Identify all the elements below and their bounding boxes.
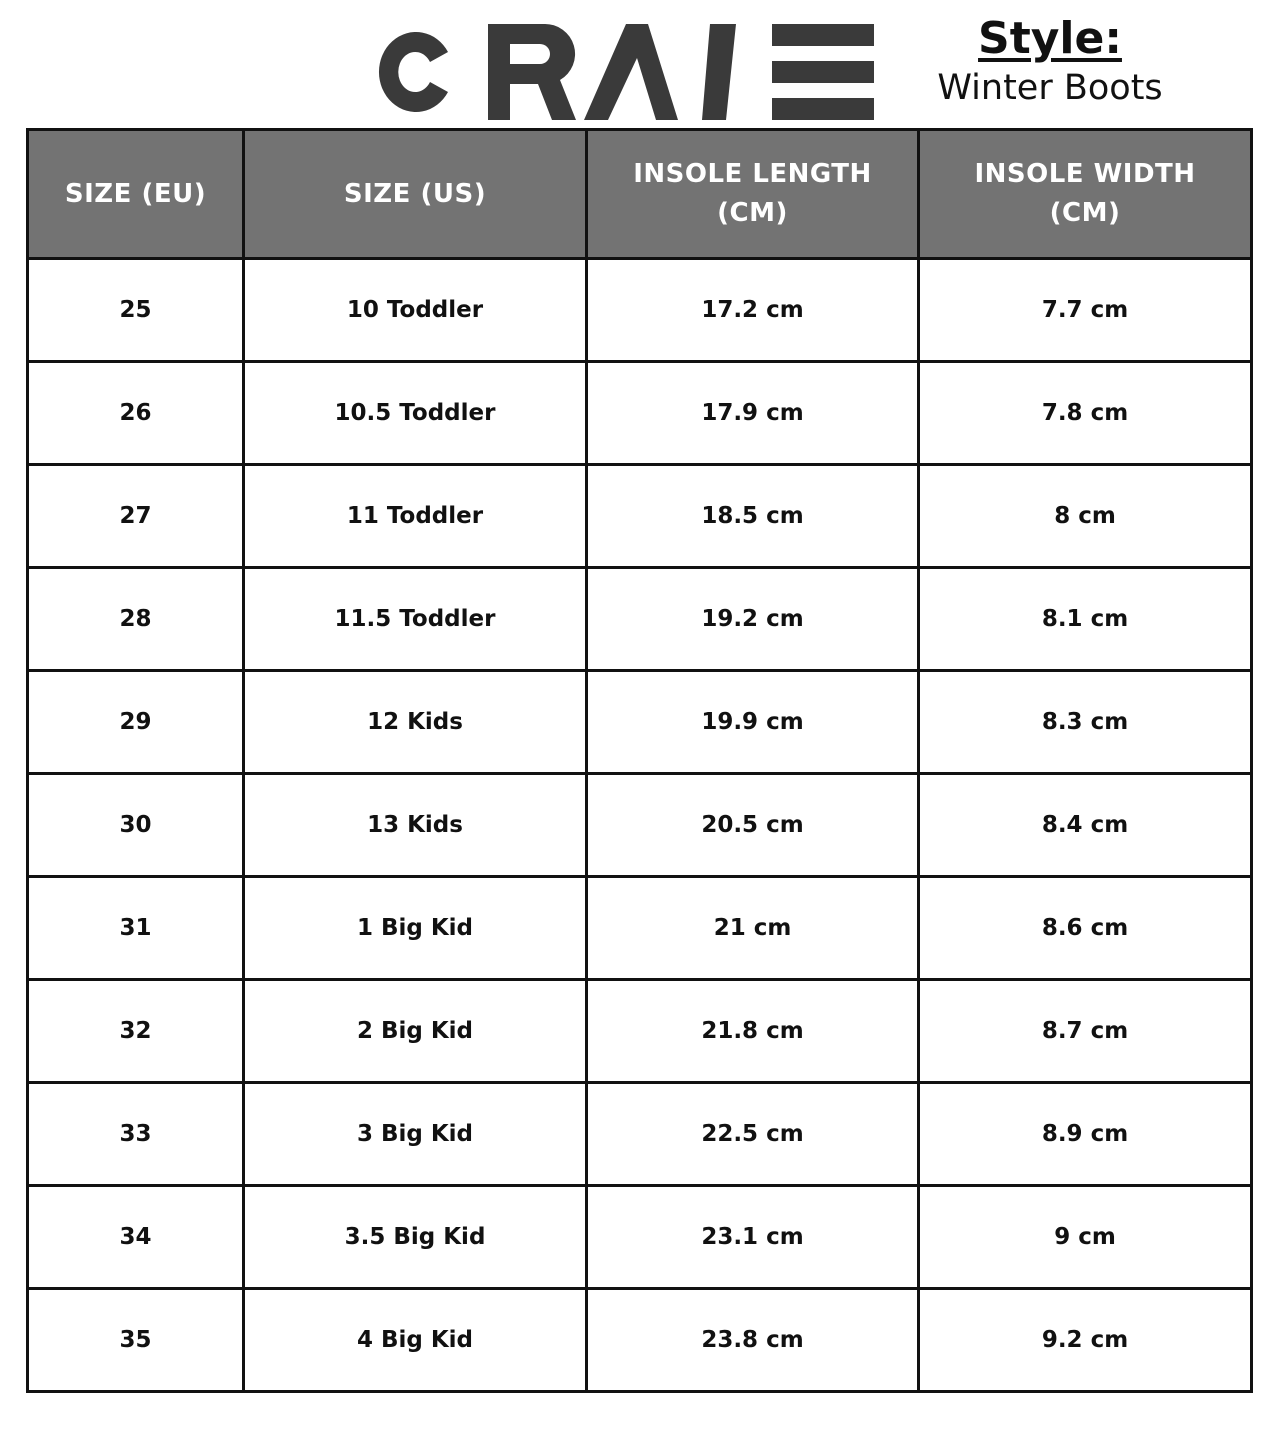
cell-insole-length: 21 cm (587, 877, 919, 980)
cell-size-us: 2 Big Kid (244, 980, 587, 1083)
cell-size-us: 12 Kids (244, 671, 587, 774)
cell-insole-length: 18.5 cm (587, 465, 919, 568)
cell-insole-length: 19.2 cm (587, 568, 919, 671)
table-row (28, 1289, 1252, 1392)
header-size-eu: SIZE (EU) (28, 130, 244, 259)
table-row (28, 877, 1252, 980)
cell-insole-length: 21.8 cm (587, 980, 919, 1083)
cell-size-eu: 28 (28, 568, 244, 671)
cell-size-eu: 29 (28, 671, 244, 774)
cell-size-eu: 30 (28, 774, 244, 877)
cell-insole-length: 20.5 cm (587, 774, 919, 877)
cell-size-eu: 31 (28, 877, 244, 980)
cell-size-us: 4 Big Kid (244, 1289, 587, 1392)
cell-insole-length: 22.5 cm (587, 1083, 919, 1186)
cell-size-us: 3 Big Kid (244, 1083, 587, 1186)
cell-size-us: 10 Toddler (244, 259, 587, 362)
cell-insole-width: 9 cm (919, 1186, 1252, 1289)
cell-insole-width: 8.6 cm (919, 877, 1252, 980)
style-value: Winter Boots (937, 68, 1163, 108)
size-chart-table (26, 128, 1253, 1393)
cell-insole-width: 7.8 cm (919, 362, 1252, 465)
cell-insole-width: 8.1 cm (919, 568, 1252, 671)
header-insole-width: INSOLE WIDTH (CM) (919, 130, 1252, 259)
cell-insole-width: 8.7 cm (919, 980, 1252, 1083)
cell-size-eu: 33 (28, 1083, 244, 1186)
table-row (28, 259, 1252, 362)
cell-insole-length: 23.8 cm (587, 1289, 919, 1392)
cell-insole-length: 23.1 cm (587, 1186, 919, 1289)
table-row (28, 774, 1252, 877)
table-row (28, 671, 1252, 774)
table-header-row (28, 130, 1252, 259)
cell-insole-length: 17.9 cm (587, 362, 919, 465)
cell-size-us: 3.5 Big Kid (244, 1186, 587, 1289)
cell-insole-width: 8.4 cm (919, 774, 1252, 877)
cell-size-us: 11.5 Toddler (244, 568, 587, 671)
crave-logo (362, 22, 878, 122)
cell-insole-length: 19.9 cm (587, 671, 919, 774)
table-row (28, 1186, 1252, 1289)
cell-size-us: 1 Big Kid (244, 877, 587, 980)
cell-size-us: 10.5 Toddler (244, 362, 587, 465)
cell-insole-width: 8.3 cm (919, 671, 1252, 774)
table-row (28, 568, 1252, 671)
cell-insole-width: 8.9 cm (919, 1083, 1252, 1186)
cell-size-us: 11 Toddler (244, 465, 587, 568)
cell-insole-width: 7.7 cm (919, 259, 1252, 362)
table-row (28, 362, 1252, 465)
cell-size-us: 13 Kids (244, 774, 587, 877)
table-row (28, 465, 1252, 568)
header-insole-length: INSOLE LENGTH (CM) (587, 130, 919, 259)
cell-size-eu: 34 (28, 1186, 244, 1289)
table-row (28, 980, 1252, 1083)
cell-insole-width: 9.2 cm (919, 1289, 1252, 1392)
table-row (28, 1083, 1252, 1186)
style-block (920, 10, 1180, 108)
style-label: Style: (978, 13, 1122, 64)
cell-insole-width: 8 cm (919, 465, 1252, 568)
cell-size-eu: 26 (28, 362, 244, 465)
cell-size-eu: 27 (28, 465, 244, 568)
cell-size-eu: 25 (28, 259, 244, 362)
cell-size-eu: 35 (28, 1289, 244, 1392)
header-size-us: SIZE (US) (244, 130, 587, 259)
cell-insole-length: 17.2 cm (587, 259, 919, 362)
cell-size-eu: 32 (28, 980, 244, 1083)
